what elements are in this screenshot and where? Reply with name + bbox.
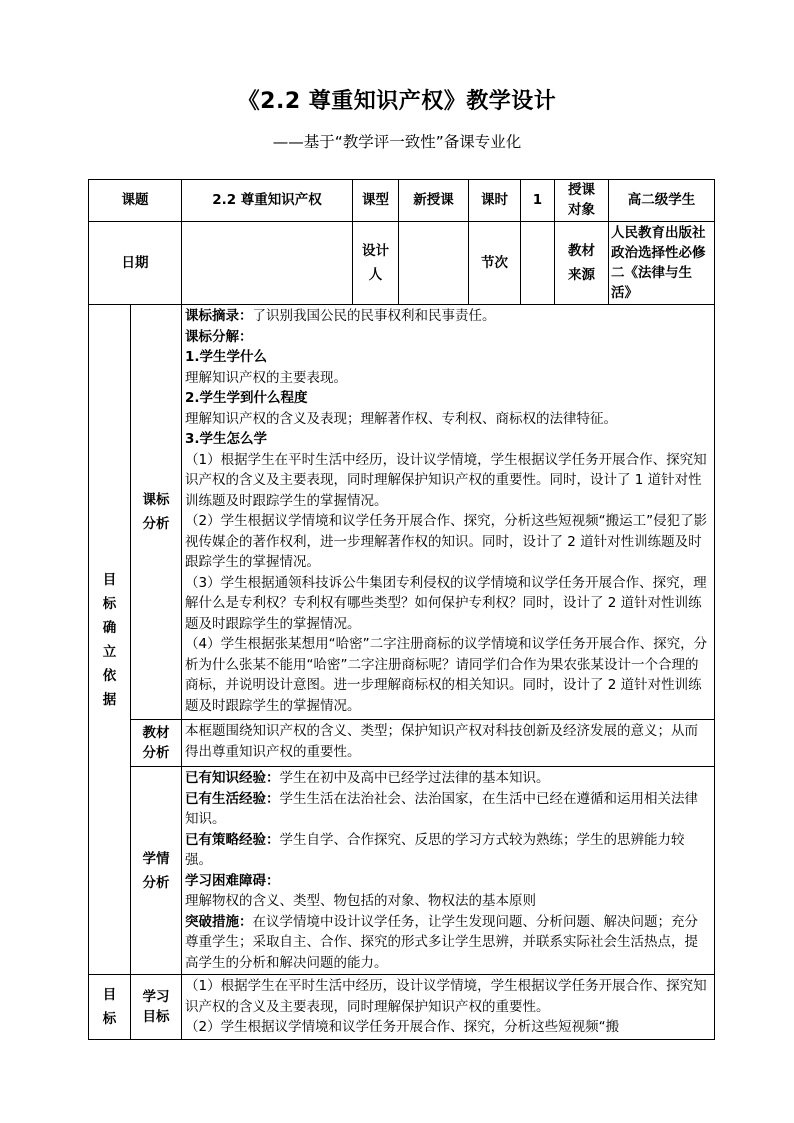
- goals-section-header: [89, 975, 131, 1040]
- lesson-type-value: 新授课: [399, 180, 469, 222]
- curriculum-analysis-label: 课标 分析: [131, 305, 182, 720]
- textbook-analysis-label: 教材 分析: [131, 720, 182, 767]
- textbook-analysis-row: [89, 720, 715, 767]
- goals-vertical-heading: 目 标: [102, 986, 117, 1027]
- date-label: 日期: [89, 222, 182, 305]
- audience-value: 高二级学生: [609, 180, 715, 222]
- student-analysis-content: 已有知识经验：学生在初中及高中已经学过法律的基本知识。 已有生活经验：学生生活在法治社会、法治国家，在生活中已经在遵循和运用相关法律知识。 已有策略经验：学生自学、合作探究、反思的学习方式较为熟练；学生的思辨能力较强。 学习困难障碍： 理解物权的含义、类型、物包括的对象、物权法的基本原则 突破措施：在议学情境中设计议学任务，让学生发现问题、分析问题、解决问题；充分尊重学生；采取自主、合作、探究的形式多让学生思辨，并联系实际社会生活热点，提高学生的分析和解决问题的能力。: [182, 767, 715, 975]
- class-hours-value: 1: [521, 180, 555, 222]
- textbook-source-value: 人民教育出版社政治选择性必修二《法律与生活》: [609, 222, 715, 305]
- document-title: 《2.2 尊重知识产权》教学设计: [237, 89, 557, 114]
- student-analysis-row: [89, 767, 715, 975]
- curriculum-analysis-content: 课标摘录：了识别我国公民的民事权利和民事责任。 课标分解： 1.学生学什么 理解知识产权的主要表现。 2.学生学到什么程度 理解知识产权的含义及表现；理解著作权、专利权、商标权的法律特征。 3.学生怎么学 （1）根据学生在平时生活中经历，设计议学情境，学生根据议学任务开展合作、探究知识产权的含义及主要表现，同时理解保护知识产权的重要性。同时，设计了 1 道针对性训练题及时跟踪学生的掌握情况。 （2）学生根据议学情境和议学任务开展合作、探究，分析这些短视频“搬运工”侵犯了影视传媒企的著作权利，进一步理解著作权的知识。同时，设计了 2 道针对性训练题及时跟踪学生的掌握情况。 （3）学生根据通领科技诉公牛集团专利侵权的议学情境和议学任务开展合作、探究，理解什么是专利权？专利权有哪些类型？如何保护专利权？同时，设计了 2 道针对性训练题及时跟踪学生的掌握情况。 （4）学生根据张某想用“哈密”二字注册商标的议学情境和议学任务开展合作、探究，分析为什么张某不能用“哈密”二字注册商标呢？请同学们合作为果农张某设计一个合理的商标，并说明设计意图。进一步理解商标权的相关知识。同时，设计了 2 道针对性训练题及时跟踪学生的掌握情况。: [182, 305, 715, 720]
- textbook-source-label: 教材 来源: [555, 222, 609, 305]
- basis-section-header: [89, 305, 131, 975]
- section-label: 节次: [469, 222, 521, 305]
- info-row-1: [89, 180, 715, 222]
- info-row-2: [89, 222, 715, 305]
- learning-goals-content: （1）根据学生在平时生活中经历，设计议学情境，学生根据议学任务开展合作、探究知识产权的含义及主要表现，同时理解保护知识产权的重要性。 （2）学生根据议学情境和议学任务开展合作、探究，分析这些短视频“搬: [182, 975, 715, 1040]
- learning-goals-row: [89, 975, 715, 1040]
- vertical-heading: 目 标 确 立 依 据: [102, 571, 117, 708]
- topic-value: 2.2 尊重知识产权: [182, 180, 353, 222]
- topic-label: 课题: [89, 180, 182, 222]
- textbook-analysis-content: 本框题围绕知识产权的含义、类型；保护知识产权对科技创新及经济发展的意义；从而得出尊重知识产权的重要性。: [182, 720, 715, 767]
- student-analysis-label: 学情 分析: [131, 767, 182, 975]
- class-hours-label: 课时: [469, 180, 521, 222]
- designer-label: 设计 人: [353, 222, 399, 305]
- audience-label: 授课 对象: [555, 180, 609, 222]
- designer-value: [399, 222, 469, 305]
- curriculum-analysis-row: [89, 305, 715, 720]
- document-subtitle: ——基于“教学评一致性”备课专业化: [272, 133, 522, 151]
- date-value: [182, 222, 353, 305]
- lesson-plan-table: [88, 179, 715, 1040]
- lesson-type-label: 课型: [353, 180, 399, 222]
- section-value: [521, 222, 555, 305]
- learning-goals-label: 学习 目标: [131, 975, 182, 1040]
